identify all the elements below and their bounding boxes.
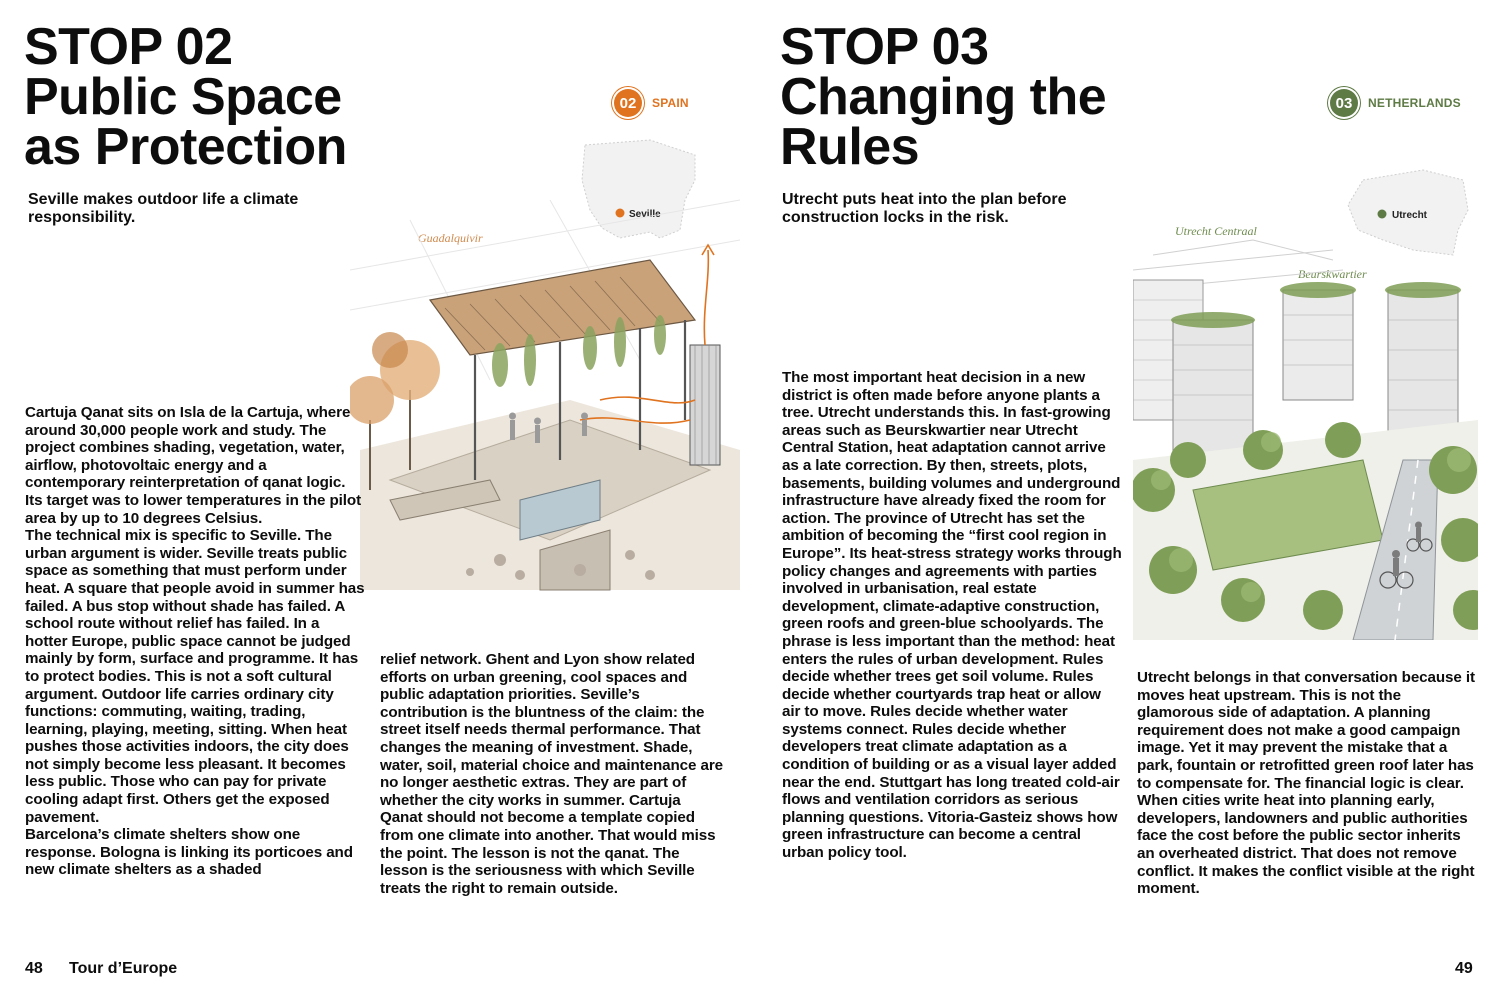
body-column-left-2 — [380, 651, 725, 897]
paragraph: Utrecht belongs in that conversation because it moves heat upstream. This is not the glamorous side of adaptation. A planning requirement does not make a good campaign image. Yet it may prevent the mistake that a park, fountain or retrofitted green roof later has to compensate for. The financial logic is clear. When cities write heat into planning early, developers, landowners and public authorities face the cost before the public sector inherits an overheated district. That does not remove conflict. It makes the conflict visible at the right moment. — [1137, 669, 1475, 898]
paragraph: relief network. Ghent and Lyon show related efforts on urban greening, cool spaces and public adaptation priorities. Seville’s contribution is the bluntness of the claim: the street itself needs thermal performance. That changes the meaning of investment. Shade, water, soil, material choice and maintenance are no longer aesthetic extras. They are part of whether the city works in summer. Cartuja Qanat should not become a template copied from one climate into another. That would miss the point. The lesson is not the qanat. The lesson is the seriousness with which Seville treats the right to remain outside. — [380, 651, 723, 897]
river-label: Guadalquivir — [418, 231, 483, 245]
paragraph: The technical mix is specific to Seville. The urban argument is wider. Seville treats public space as something that must perform under heat. A square that people avoid in summer has failed. A bus stop without shade has failed. A school route without relief has failed. In a hotter Europe, public space cannot be judged mainly by form, surface and programme. It has to protect bodies. This is not a soft cultural argument. Outdoor life carries ordinary city functions: commuting, waiting, trading, learning, playing, meeting, sitting. When heat pushes those activities indoors, the city does not simply become less pleasant. It becomes less public. Those who can pay for private cooling adapt first. Others get the exposed pavement. — [25, 527, 365, 826]
country-badge-right — [1330, 89, 1461, 117]
spain-map-icon — [582, 140, 695, 238]
lede-left: Seville makes outdoor life a climate responsibility. — [28, 191, 299, 226]
country-label: SPAIN — [652, 96, 689, 110]
stop-number-badge — [1330, 89, 1358, 117]
body-column-right-2 — [1137, 669, 1475, 898]
page-number-left: 48 — [25, 960, 43, 977]
body-column-right-1 — [782, 369, 1122, 862]
stop-number-badge — [614, 89, 642, 117]
utrecht-illustration — [1133, 160, 1478, 640]
map-city-label: Seville — [629, 209, 661, 220]
area-label: Utrecht Centraal — [1175, 224, 1257, 238]
paragraph: Cartuja Qanat sits on Isla de la Cartuja, where around 30,000 people work and study. The project combines shading, vegetation, water, airflow, photovoltaic energy and a contemporary reinterpretation of qanat logic. Its target was to lower temperatures in the pilot area by up to 10 degrees Celsius. — [25, 404, 362, 527]
map-city-label: Utrecht — [1392, 210, 1428, 221]
paragraph: The most important heat decision in a new district is often made before anyone plants a tree. Utrecht understands this. In fast-growing areas such as Beurskwartier near Utrecht Central Station, heat adaptation cannot arrive as a late correction. By then, streets, plots, basements, building volumes and underground infrastructure have already fixed the room for action. The province of Utrecht has set the ambition of becoming the “first cool region in Europe”. Its heat-stress strategy works through policy changes and agreements with parties involved in urbanisation, real estate development, climate-adaptive construction, green roofs and green-blue schoolyards. The phrase is less important than the method: heat enters the rules of urban development. Rules decide whether trees get soil volume. Rules decide whether courtyards trap heat or allow air to move. Rules decide whether water systems connect. Rules decide whether developers treat climate adaptation as a condition of building or as a visual layer added near the end. Stuttgart has long treated cold-air flows and ventilation corridors as serious planning questions. Vitoria-Gasteiz shows how green infrastructure can become a central urban policy tool. — [782, 369, 1122, 862]
stop-number: 03 — [1335, 94, 1353, 112]
seville-illustration — [350, 120, 740, 600]
running-title: Tour d’Europe — [69, 960, 178, 977]
area-label: Beurskwartier — [1298, 267, 1367, 281]
paragraph: Barcelona’s climate shelters show one response. Bologna is linking its porticoes and new climate shelters as a shaded — [25, 826, 353, 879]
body-column-left-1 — [25, 404, 365, 879]
lede-right: Utrecht puts heat into the plan before construction locks in the risk. — [782, 191, 1067, 226]
country-badge-left — [614, 89, 689, 117]
country-label: NETHERLANDS — [1368, 96, 1461, 110]
page-title-left: STOP 02 Public Space as Protection — [24, 18, 347, 176]
page-number-right: 49 — [1455, 960, 1473, 977]
page-title-right: STOP 03 Changing the Rules — [780, 18, 1107, 176]
stop-number: 02 — [619, 94, 637, 112]
